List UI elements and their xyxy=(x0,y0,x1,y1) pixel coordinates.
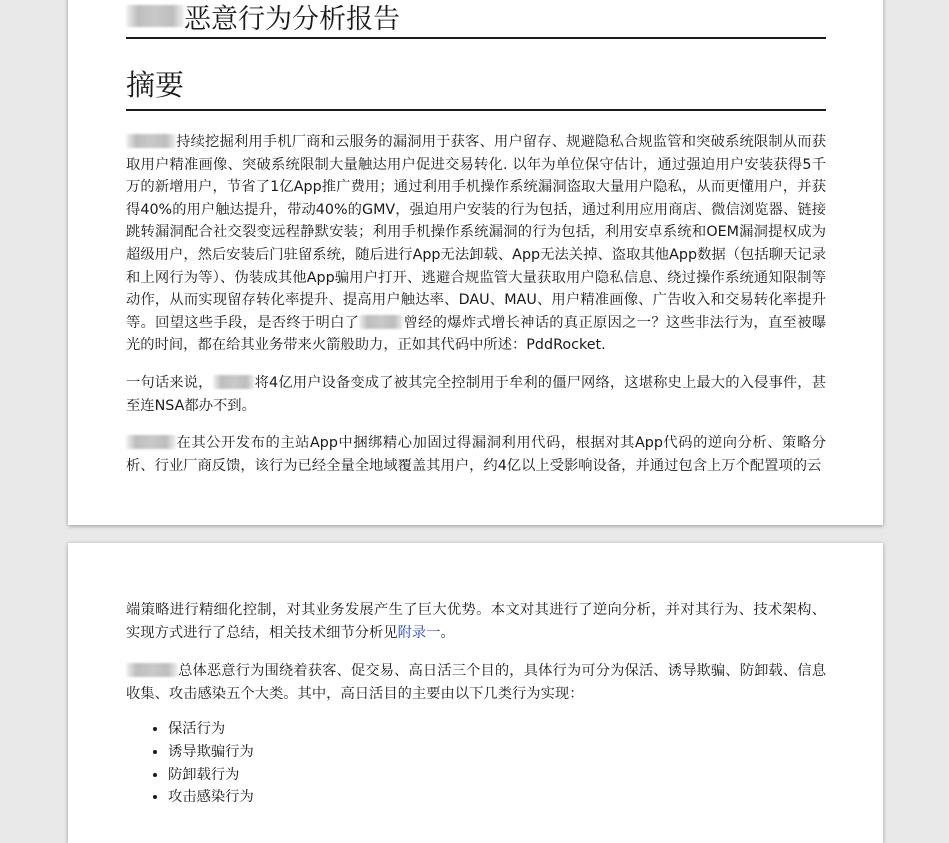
paragraph-text: 总体恶意行为围绕着获客、促交易、高日活三个目的，具体行为可分为保活、诱导欺骗、防卸载、信息收集、攻击感染五个大类。其中，高日活目的主要由以下几类行为实现： xyxy=(126,663,826,702)
paragraph-text: 。 xyxy=(440,624,455,641)
document-page-2 xyxy=(68,543,883,843)
paragraph-one-sentence xyxy=(126,372,826,417)
redacted-name xyxy=(213,375,255,389)
redacted-name xyxy=(126,435,176,449)
list-item: • 保活行为 xyxy=(168,718,254,741)
document-title: 恶意行为分析报告 xyxy=(184,4,400,35)
paragraph-summary xyxy=(126,131,826,357)
redacted-name xyxy=(126,663,178,677)
list-item: • 防卸载行为 xyxy=(168,764,254,787)
behavior-list xyxy=(126,718,254,809)
paragraph-continued xyxy=(126,599,826,644)
section-heading-row xyxy=(126,65,826,111)
appendix-link[interactable]: 附录一 xyxy=(397,624,441,641)
section-heading: 摘要 xyxy=(126,68,185,102)
paragraph-text: 将4亿用户设备变成了被其完全控制用于牟利的僵尸网络，这堪称史上最大的入侵事件，甚至连NSA都办不到。 xyxy=(126,375,827,414)
document-page-1 xyxy=(68,0,883,525)
paragraph-overall-behavior xyxy=(126,660,826,705)
paragraph-text: 曾经的爆炸式增长神话的真正原因之一？这些非法行为，直至被曝光的时间，都在给其业务带来火箭般助力，正如其代码中所述：PddRocket. xyxy=(126,314,827,354)
list-item: • 攻击感染行为 xyxy=(168,786,254,809)
redacted-name xyxy=(126,134,176,148)
paragraph-text: 持续挖掘利用手机厂商和云服务的漏洞用于获客、用户留存、规避隐私合规监管和突破系统限制从而获取用户精准画像、突破系统限制大量触达用户促进交易转化. 以年为单位保守估计，通过强迫用户安装获得5千万的新增用户，节省了1亿App推广费用；通过利用手机操作系统漏洞盗取大量用户隐私，从而更懂用户，并获得40%的用户触达提升，带动40%的GMV，强迫用户安装的行为包括，通过利用应用商店、微信浏览器、链接跳转漏洞配合社交裂变远程静默安装；利用手机操作系统漏洞的行为包括，利用安卓系统和OEM漏洞提权成为超级用户，然后安装后门驻留系统，随后进行App无法卸载、App无法关掉、盗取其他App数据（包括聊天记录和上网行为等）、伪装成其他App骗用户打开、逃避合规监管大量获取用户隐私信息、绕过操作系统通知限制等动作，从而实现留存转化率提升、提高用户触达率、DAU、MAU、用户精准画像、广告收入和交易转化率提升等。回望这些手段，是否终于明白了 xyxy=(126,134,826,331)
paragraph-text: 在其公开发布的主站App中捆绑精心加固过得漏洞利用代码，根据对其App代码的逆向分析、策略分析、行业厂商反馈，该行为已经全量全地域覆盖其用户，约4亿以上受影响设备，并通过包含上万个配置项的云 xyxy=(126,435,826,474)
paragraph-text: 一句话来说， xyxy=(126,375,213,391)
list-item: • 诱导欺骗行为 xyxy=(168,741,254,764)
redacted-name xyxy=(126,5,184,27)
title-row xyxy=(126,3,826,39)
redacted-name xyxy=(359,315,403,329)
paragraph-main-app xyxy=(126,432,826,477)
paragraph-text: 端策略进行精细化控制，对其业务发展产生了巨大优势。本文对其进行了逆向分析，并对其行为、技术架构、实现方式进行了总结，相关技术细节分析见 xyxy=(126,602,826,641)
